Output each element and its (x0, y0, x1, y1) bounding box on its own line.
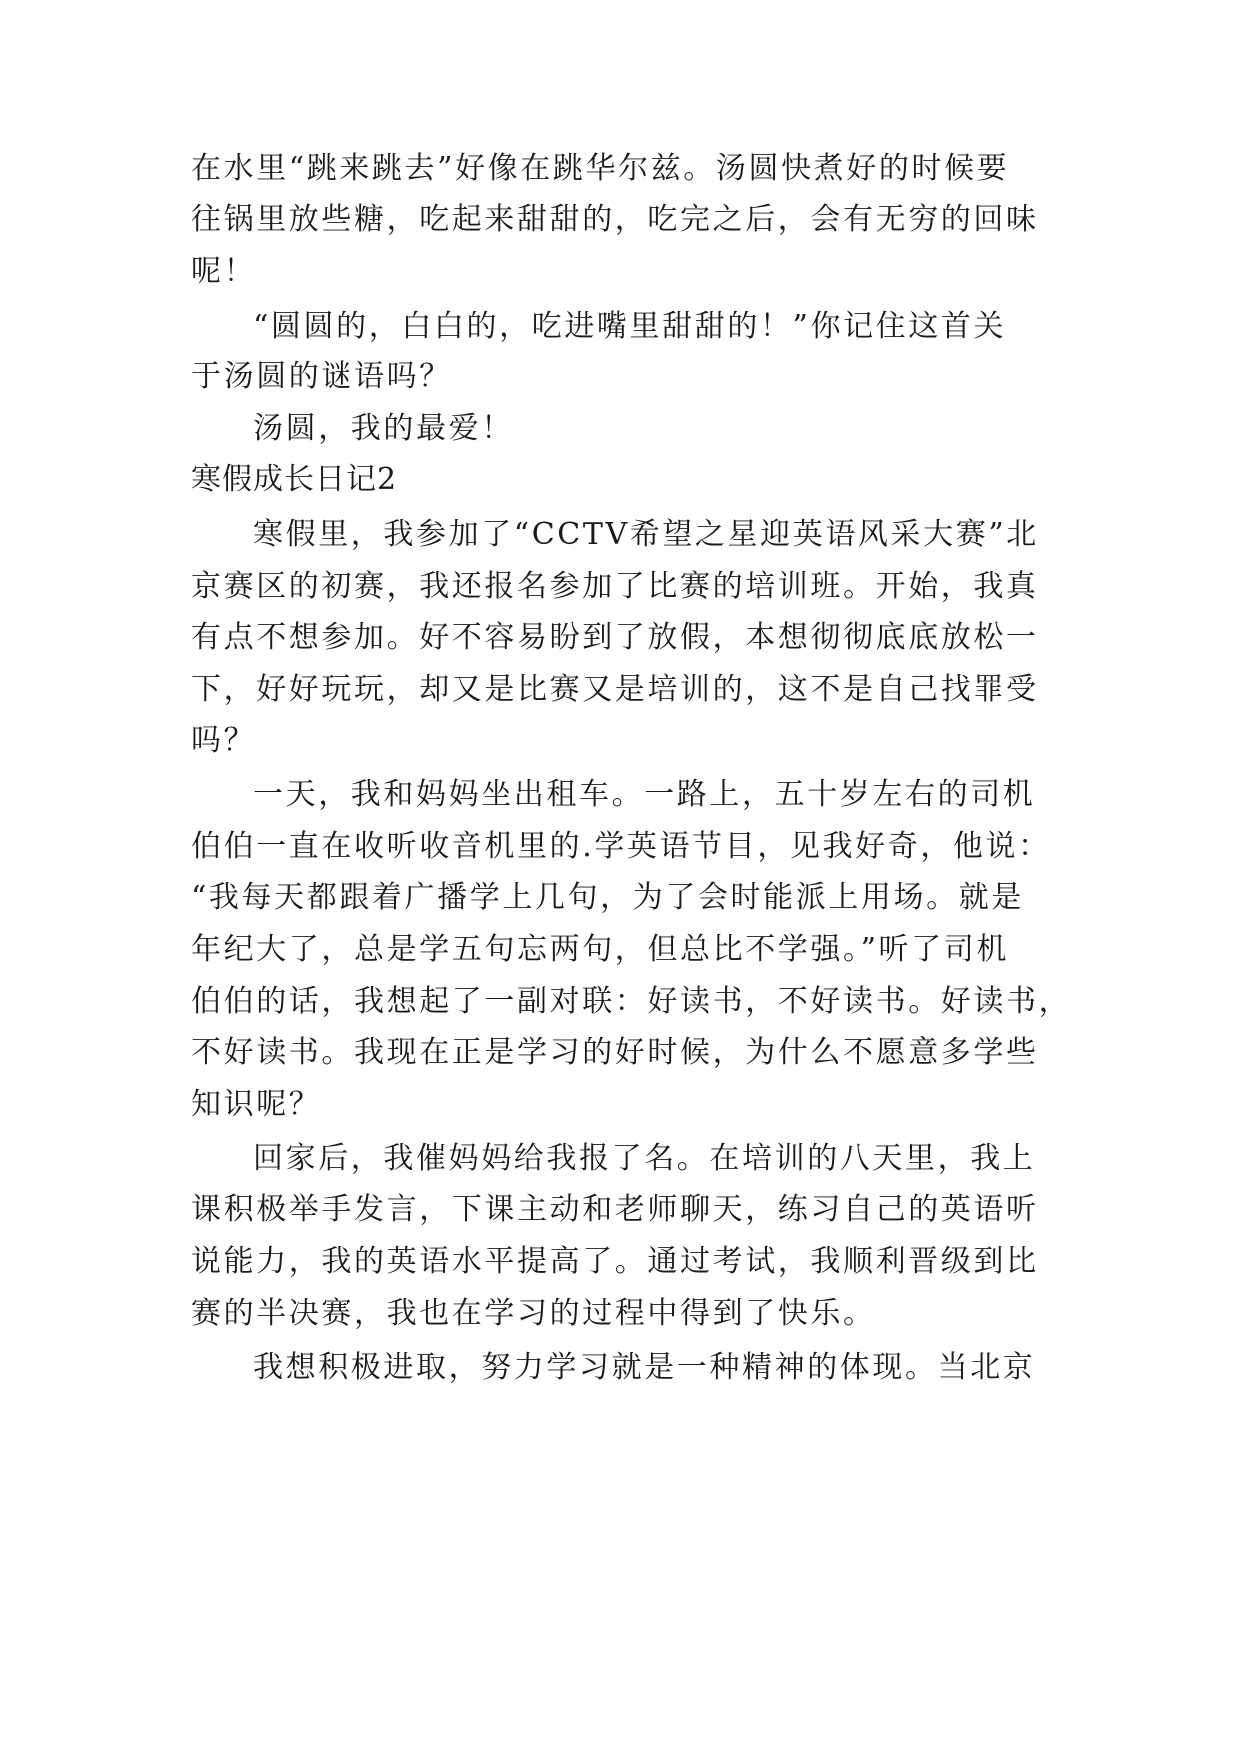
paragraph-line: 一天，我和妈妈坐出租车。一路上，五十岁左右的司机 (253, 777, 1036, 812)
paragraph-line: 吗？ (191, 723, 257, 758)
paragraph-line: 下，好好玩玩，却又是比赛又是培训的，这不是自己找罪受 (191, 672, 1039, 707)
paragraph-line: 不好读书。我现在正是学习的好时候，为什么不愿意多学些 (191, 1035, 1039, 1070)
paragraph-line: “我每天都跟着广播学上几句，为了会时能派上用场。就是 (191, 880, 1024, 915)
paragraph-line: 有点不想参加。好不容易盼到了放假，本想彻彻底底放松一 (191, 620, 1039, 655)
riddle-line: “圆圆的，白白的，吃进嘴里甜甜的！”你记住这首关 (253, 309, 1007, 344)
paragraph-line: 回家后，我催妈妈给我报了名。在培训的八天里，我上 (253, 1141, 1036, 1176)
text-line: 在水里“跳来跳去”好像在跳华尔兹。汤圆快煮好的时候要 (191, 151, 1010, 186)
paragraph-line: 伯伯的话，我想起了一副对联：好读书，不好读书。好读书， (191, 984, 1072, 1019)
paragraph-line: 京赛区的初赛，我还报名参加了比赛的培训班。开始，我真 (191, 569, 1039, 604)
text-line: 往锅里放些糖，吃起来甜甜的，吃完之后，会有无穷的回味 (191, 202, 1039, 237)
paragraph-line: 课积极举手发言，下课主动和老师聊天，练习自己的英语听 (191, 1192, 1039, 1227)
paragraph-line: 年纪大了，总是学五句忘两句，但总比不学强。”听了司机 (191, 932, 1009, 967)
paragraph-line: 说能力，我的英语水平提高了。通过考试，我顺利晋级到比 (191, 1244, 1039, 1279)
paragraph-line: 寒假里，我参加了“CCTV希望之星迎英语风采大赛”北 (253, 517, 1039, 552)
paragraph-line: 知识呢？ (191, 1087, 322, 1122)
paragraph-line: 我想积极进取，努力学习就是一种精神的体现。当北京 (253, 1350, 1036, 1385)
paragraph-line: 伯伯一直在收听收音机里的.学英语节目，见我好奇，他说： (191, 829, 1051, 864)
closing-line: 汤圆，我的最爱！ (253, 411, 514, 446)
riddle-line: 于汤圆的谜语吗？ (191, 359, 452, 394)
text-line: 呢！ (191, 254, 257, 289)
paragraph-line: 赛的半决赛，我也在学习的过程中得到了快乐。 (191, 1296, 876, 1331)
section-title: 寒假成长日记2 (191, 462, 398, 497)
